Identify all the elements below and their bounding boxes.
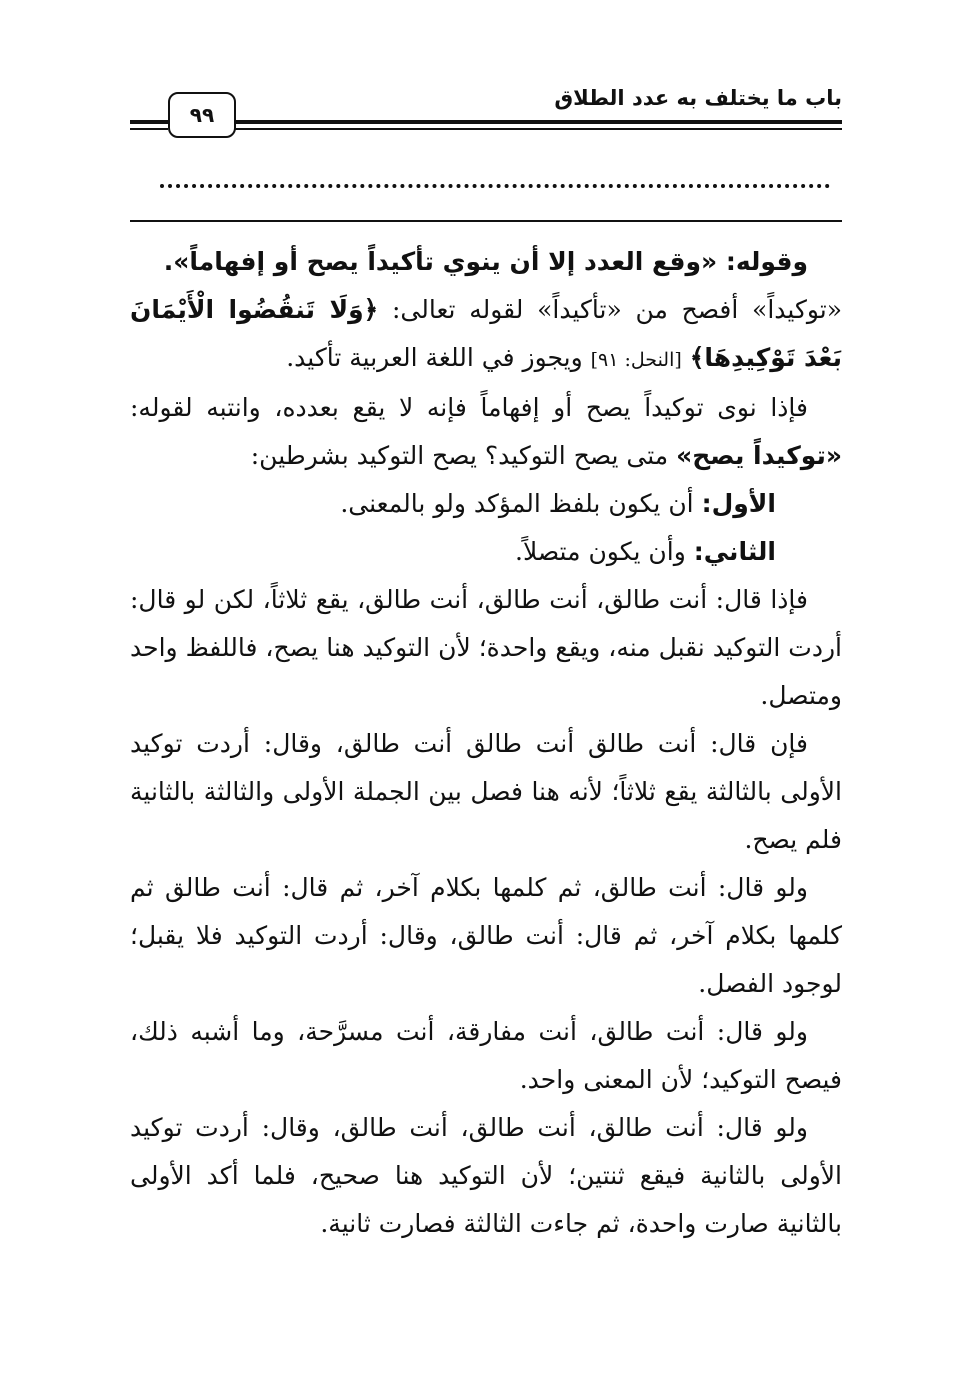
verse-reference: [النحل: ٩١] bbox=[590, 349, 682, 371]
header-rule-thin-right bbox=[234, 128, 842, 130]
paragraph-example-2: فإن قال: أنت طالق أنت طالق أنت طالق، وقال: أردت توكيد الأولى بالثالثة يقع ثلاثاً؛ لأنه هنا فصل بين الجملة الأولى والثالثة بالثانية فلم يصح. bbox=[130, 729, 842, 854]
conditions-intro-start: فإذا نوى توكيداً يصح أو إفهاماً فإنه لا يقع بعدده، وانتبه لقوله: bbox=[130, 393, 808, 422]
paragraph-example-1: فإذا قال: أنت طالق، أنت طالق، أنت طالق، يقع ثلاثاً، لكن لو قال: أردت التوكيد نقبل منه، ويقع واحدة؛ لأن التوكيد هنا يصح، فاللفظ واحد ومتصل. bbox=[130, 585, 842, 710]
section-divider bbox=[130, 220, 842, 222]
conditions-intro-bold: «توكيداً يصح» bbox=[676, 441, 842, 470]
paragraph-wording-note bbox=[130, 286, 842, 384]
paragraph-quoted-text bbox=[130, 238, 842, 286]
page-body bbox=[130, 238, 842, 1248]
header-rule-thick-left bbox=[130, 120, 168, 124]
wording-note-end: ويجوز في اللغة العربية تأكيد. bbox=[286, 343, 591, 372]
paragraph-example-5: ولو قال: أنت طالق، أنت طالق، أنت طالق، وقال: أردت توكيد الأولى بالثانية فيقع ثنتين؛ لأن التوكيد هنا صحيح، فلما أكد الأولى بالثانية صارت واحدة، ثم جاءت الثالثة فصارت ثانية. bbox=[130, 1113, 842, 1238]
condition-second bbox=[130, 528, 842, 576]
condition-second-label: الثاني: bbox=[693, 537, 776, 566]
paragraph-conditions-intro bbox=[130, 384, 842, 480]
quran-verse: ﴿وَلَا تَنقُضُوا الْأَيْمَانَ بَعْدَ تَوْكِيدِهَا﴾ bbox=[130, 295, 842, 372]
paragraph-example-3: ولو قال: أنت طالق، ثم كلمها بكلام آخر، ثم قال: أنت طالق ثم كلمها بكلام آخر، ثم قال: أنت طالق، وقال: أردت التوكيد فلا يقبل؛ لوجود الفصل. bbox=[130, 873, 842, 998]
page-header bbox=[130, 78, 842, 140]
condition-first bbox=[130, 480, 842, 528]
conditions-intro-end: متى يصح التوكيد؟ يصح التوكيد بشرطين: bbox=[250, 441, 677, 470]
header-rule-thick-right bbox=[234, 120, 842, 124]
page-number: ٩٩ bbox=[168, 92, 236, 138]
condition-second-text: وأن يكون متصلاً. bbox=[515, 537, 694, 566]
condition-first-text: أن يكون بلفظ المؤكد ولو بالمعنى. bbox=[340, 489, 702, 518]
running-title: باب ما يختلف به عدد الطلاق bbox=[554, 86, 842, 110]
paragraph-example-4: ولو قال: أنت طالق، أنت مفارقة، أنت مسرَّحة، وما أشبه ذلك، فيصح التوكيد؛ لأن المعنى واحد. bbox=[130, 1017, 842, 1094]
quoted-matn: وقوله: «وقع العدد إلا أن ينوي تأكيداً يصح أو إفهاماً». bbox=[163, 247, 808, 276]
dotted-separator bbox=[160, 168, 830, 188]
wording-note-start: «توكيداً» أفصح من «تأكيداً» لقوله تعالى: bbox=[378, 295, 843, 324]
header-rule-thin-left bbox=[130, 128, 168, 130]
condition-first-label: الأول: bbox=[701, 489, 776, 518]
